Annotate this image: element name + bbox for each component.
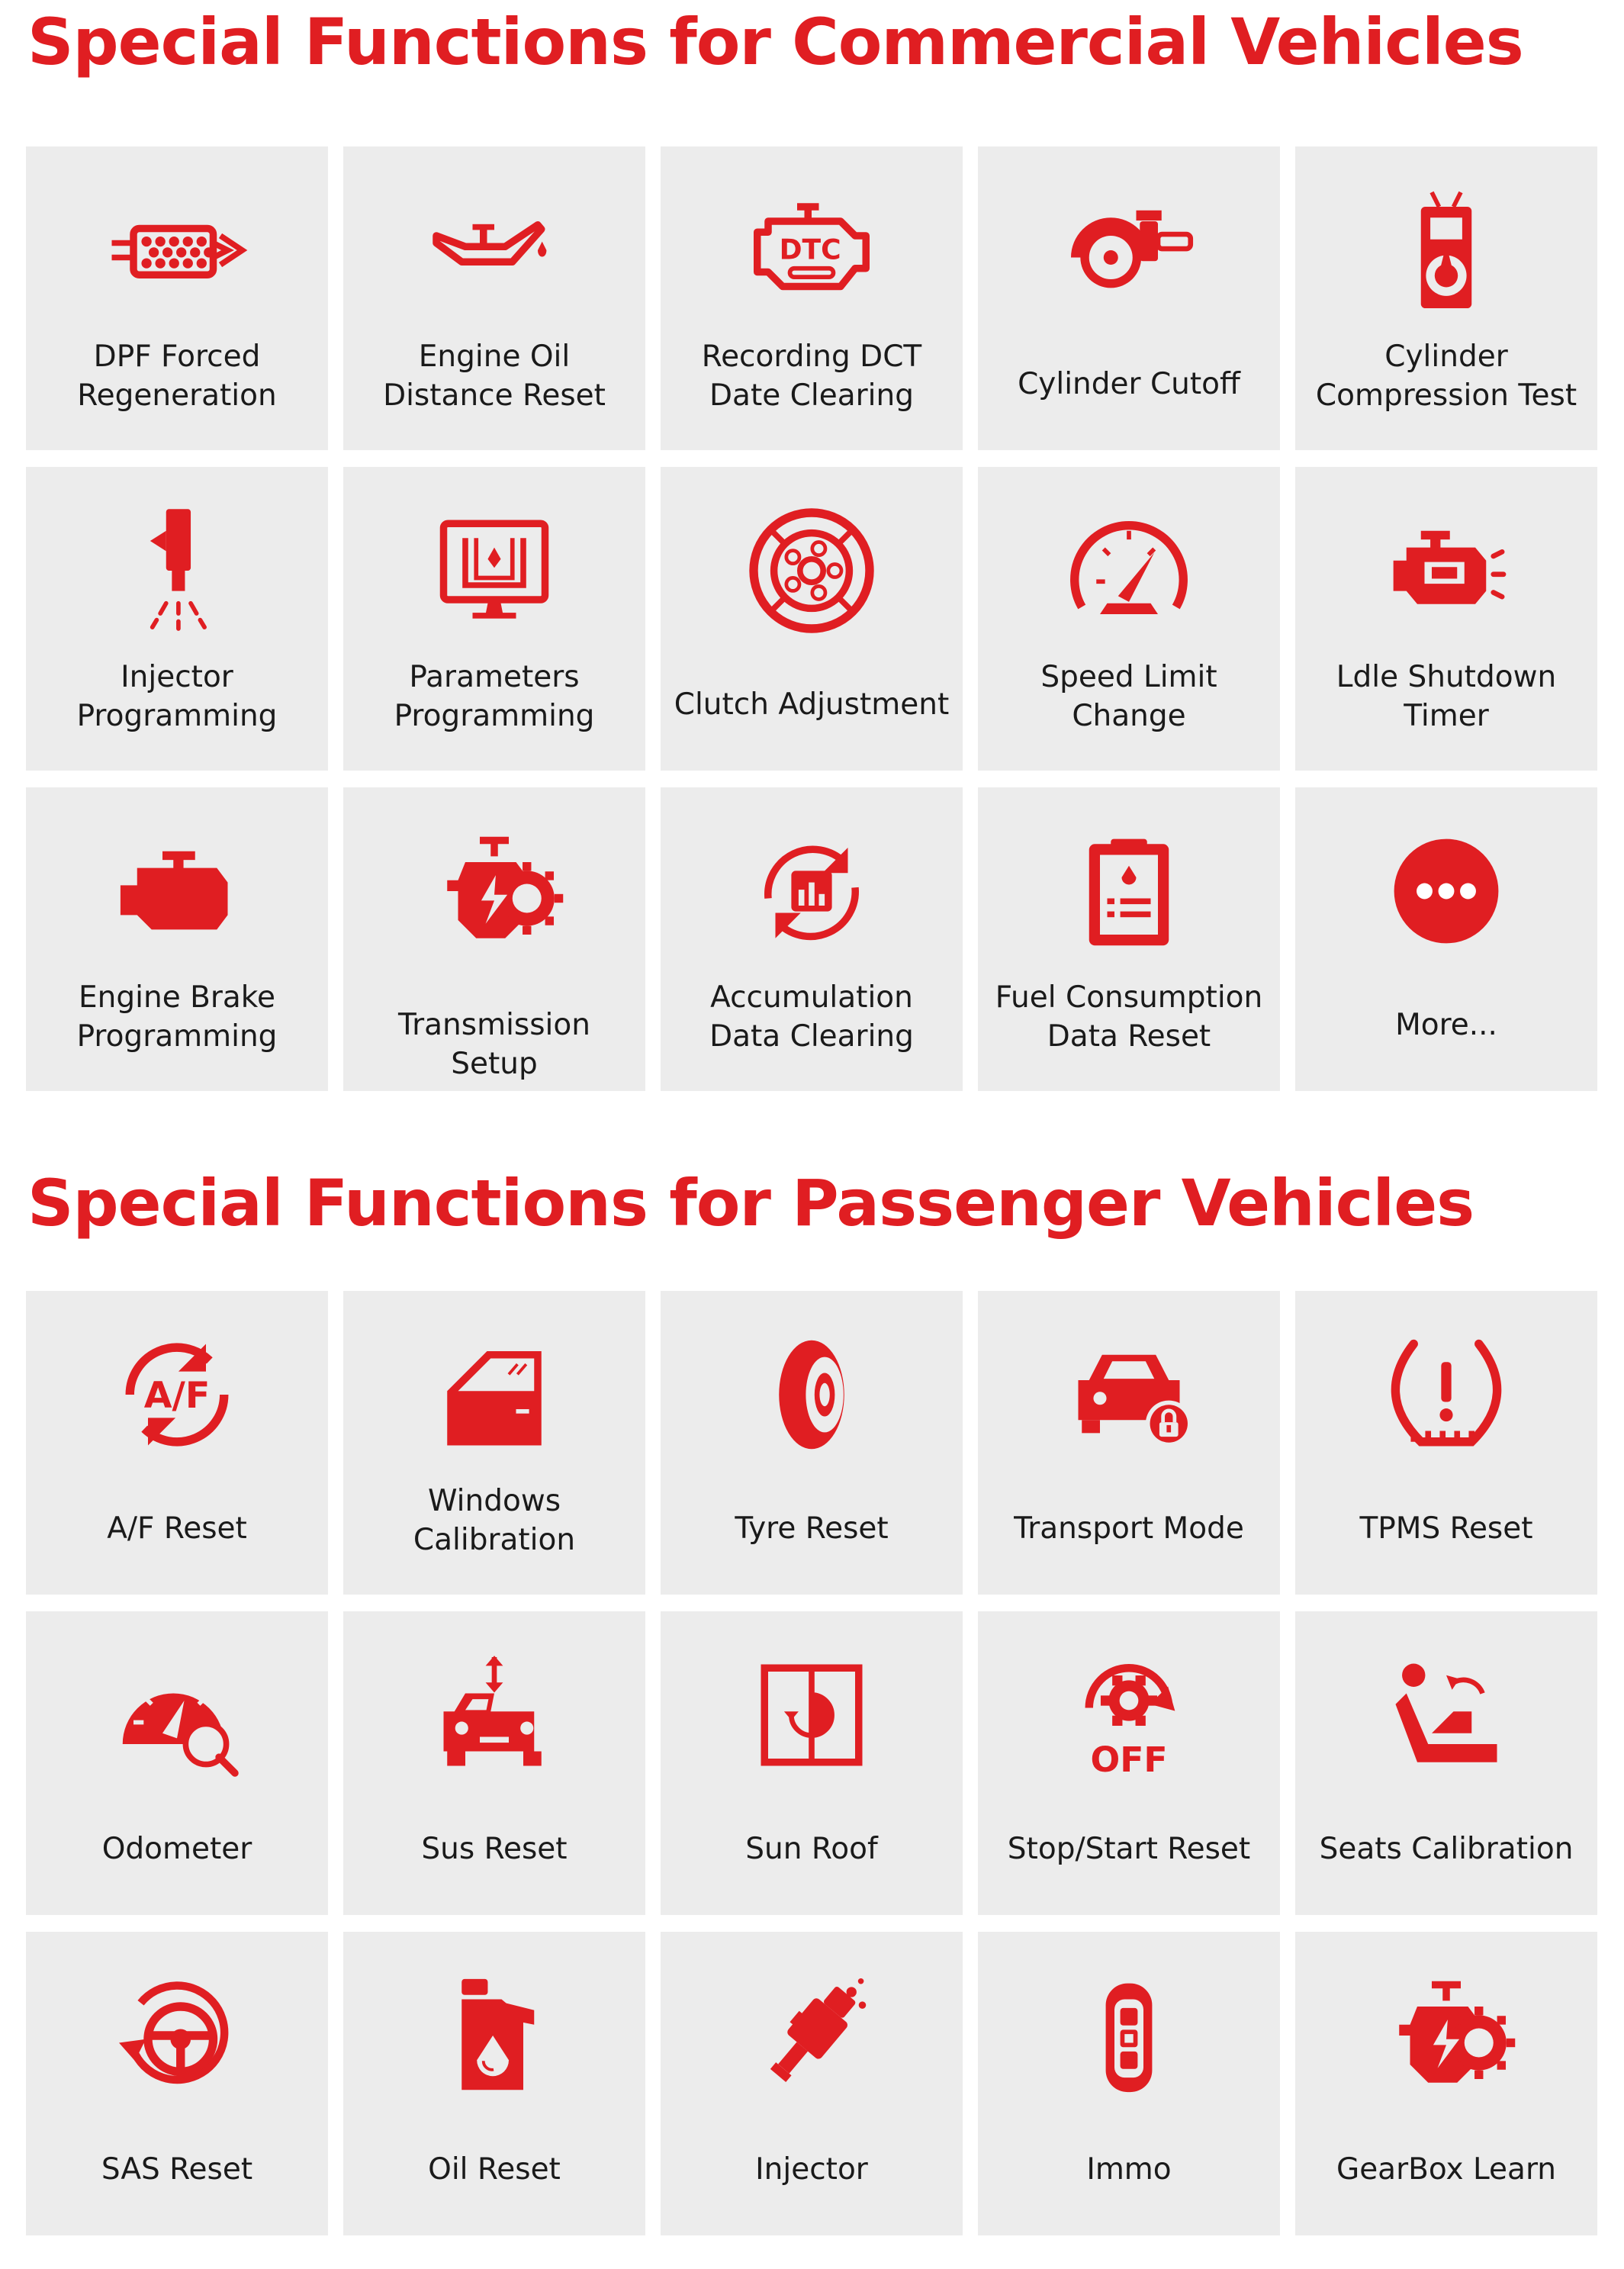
function-tile-sun-roof[interactable] (661, 1611, 963, 1915)
function-label: Injector Programming (76, 660, 278, 733)
tyre-icon (661, 1318, 963, 1471)
car-suspension-icon (343, 1639, 645, 1791)
passenger-function-grid (26, 1291, 1597, 2235)
function-tile-transport-mode[interactable] (978, 1291, 1280, 1595)
af-label: A/F (143, 1375, 211, 1418)
function-tile-cylinder-compression-test[interactable] (1295, 146, 1597, 450)
function-label: Seats Calibration (1319, 1832, 1574, 1866)
car-window-icon (343, 1318, 645, 1471)
transmission-gear-icon (343, 815, 645, 967)
function-label: Engine Brake Programming (76, 980, 278, 1054)
function-tile-parameters-programming[interactable] (343, 467, 645, 771)
function-label: Fuel Consumption Data Reset (995, 980, 1263, 1054)
function-label: Ldle Shutdown Timer (1336, 660, 1557, 733)
function-label: Odometer (101, 1832, 252, 1866)
steering-wheel-icon (26, 1959, 328, 2112)
af-cycle-icon (26, 1318, 328, 1471)
passenger-section-title: Special Functions for Passenger Vehicles (27, 1166, 1474, 1241)
function-tile-tpms-reset[interactable] (1295, 1291, 1597, 1595)
function-label: Injector (755, 2152, 868, 2187)
function-label: More... (1395, 1008, 1497, 1042)
commercial-section-title: Special Functions for Commercial Vehicles (27, 5, 1523, 79)
monitor-book-icon (343, 494, 645, 647)
function-label: Clutch Adjustment (674, 687, 950, 722)
function-tile-injector[interactable] (661, 1932, 963, 2235)
dtc-label: DTC (779, 233, 841, 266)
more-dots-icon (1295, 815, 1597, 967)
tpms-warning-icon (1295, 1318, 1597, 1471)
function-tile-more[interactable] (1295, 787, 1597, 1091)
function-label: Transmission Setup (398, 1008, 590, 1081)
car-lock-icon (978, 1318, 1280, 1471)
function-tile-odometer[interactable] (26, 1611, 328, 1915)
injector-icon (661, 1959, 963, 2112)
car-key-icon (978, 1959, 1280, 2112)
function-label: Parameters Programming (394, 660, 595, 733)
function-tile-a-f-reset[interactable] (26, 1291, 328, 1595)
function-tile-engine-oil-distance-reset[interactable] (343, 146, 645, 450)
odometer-search-icon (26, 1639, 328, 1791)
function-label: Stop/Start Reset (1007, 1832, 1251, 1866)
function-tile-gearbox-learn[interactable] (1295, 1932, 1597, 2235)
function-label: TPMS Reset (1359, 1511, 1533, 1546)
clutch-disc-icon (661, 494, 963, 647)
function-tile-clutch-adjustment[interactable] (661, 467, 963, 771)
function-tile-windows-calibration[interactable] (343, 1291, 645, 1595)
function-tile-sus-reset[interactable] (343, 1611, 645, 1915)
function-tile-ldle-shutdown-timer[interactable] (1295, 467, 1597, 771)
function-label: Sun Roof (745, 1832, 878, 1866)
fuel-document-icon (978, 815, 1280, 967)
function-tile-sas-reset[interactable] (26, 1932, 328, 2235)
function-tile-injector-programming[interactable] (26, 467, 328, 771)
injector-spray-icon (26, 494, 328, 647)
function-label: DPF Forced Regeneration (77, 340, 277, 413)
function-label: GearBox Learn (1336, 2152, 1557, 2187)
commercial-function-grid (26, 146, 1597, 1091)
function-tile-accumulation-data-clearing[interactable] (661, 787, 963, 1091)
function-tile-immo[interactable] (978, 1932, 1280, 2235)
dpf-filter-icon (26, 174, 328, 327)
dtc-engine-icon (661, 174, 963, 327)
function-label: Sus Reset (421, 1832, 568, 1866)
off-label: OFF (1090, 1740, 1168, 1781)
function-label: A/F Reset (107, 1511, 247, 1546)
function-label: SAS Reset (101, 2152, 253, 2187)
function-tile-recording-dct-date-clearing[interactable] (661, 146, 963, 450)
function-tile-oil-reset[interactable] (343, 1932, 645, 2235)
function-tile-seats-calibration[interactable] (1295, 1611, 1597, 1915)
function-label: Immo (1086, 2152, 1172, 2187)
speedometer-icon (978, 494, 1280, 647)
seat-icon (1295, 1639, 1597, 1791)
engine-icon (26, 815, 328, 967)
function-label: Oil Reset (428, 2152, 561, 2187)
oil-bottle-icon (343, 1959, 645, 2112)
function-tile-transmission-setup[interactable] (343, 787, 645, 1091)
function-label: Accumulation Data Clearing (709, 980, 914, 1054)
function-label: Engine Oil Distance Reset (383, 340, 606, 413)
function-label: Cylinder Compression Test (1315, 340, 1577, 413)
cylinder-piston-icon (1295, 174, 1597, 327)
function-tile-tyre-reset[interactable] (661, 1291, 963, 1595)
function-tile-stop-start-reset[interactable] (978, 1611, 1280, 1915)
refresh-chart-icon (661, 815, 963, 967)
function-tile-speed-limit-change[interactable] (978, 467, 1280, 771)
function-label: Recording DCT Date Clearing (701, 340, 922, 413)
function-label: Windows Calibration (413, 1484, 576, 1557)
function-label: Tyre Reset (735, 1511, 889, 1546)
function-tile-fuel-consumption-data-reset[interactable] (978, 787, 1280, 1091)
function-label: Transport Mode (1014, 1511, 1244, 1546)
function-tile-cylinder-cutoff[interactable] (978, 146, 1280, 450)
function-label: Cylinder Cutoff (1018, 367, 1240, 401)
cutoff-saw-icon (978, 174, 1280, 327)
function-tile-dpf-forced-regeneration[interactable] (26, 146, 328, 450)
sunroof-icon (661, 1639, 963, 1791)
oil-can-icon (343, 174, 645, 327)
stop-start-off-icon (978, 1639, 1280, 1791)
function-label: Speed Limit Change (1040, 660, 1217, 733)
gearbox-icon (1295, 1959, 1597, 2112)
function-tile-engine-brake-programming[interactable] (26, 787, 328, 1091)
engine-idle-icon (1295, 494, 1597, 647)
